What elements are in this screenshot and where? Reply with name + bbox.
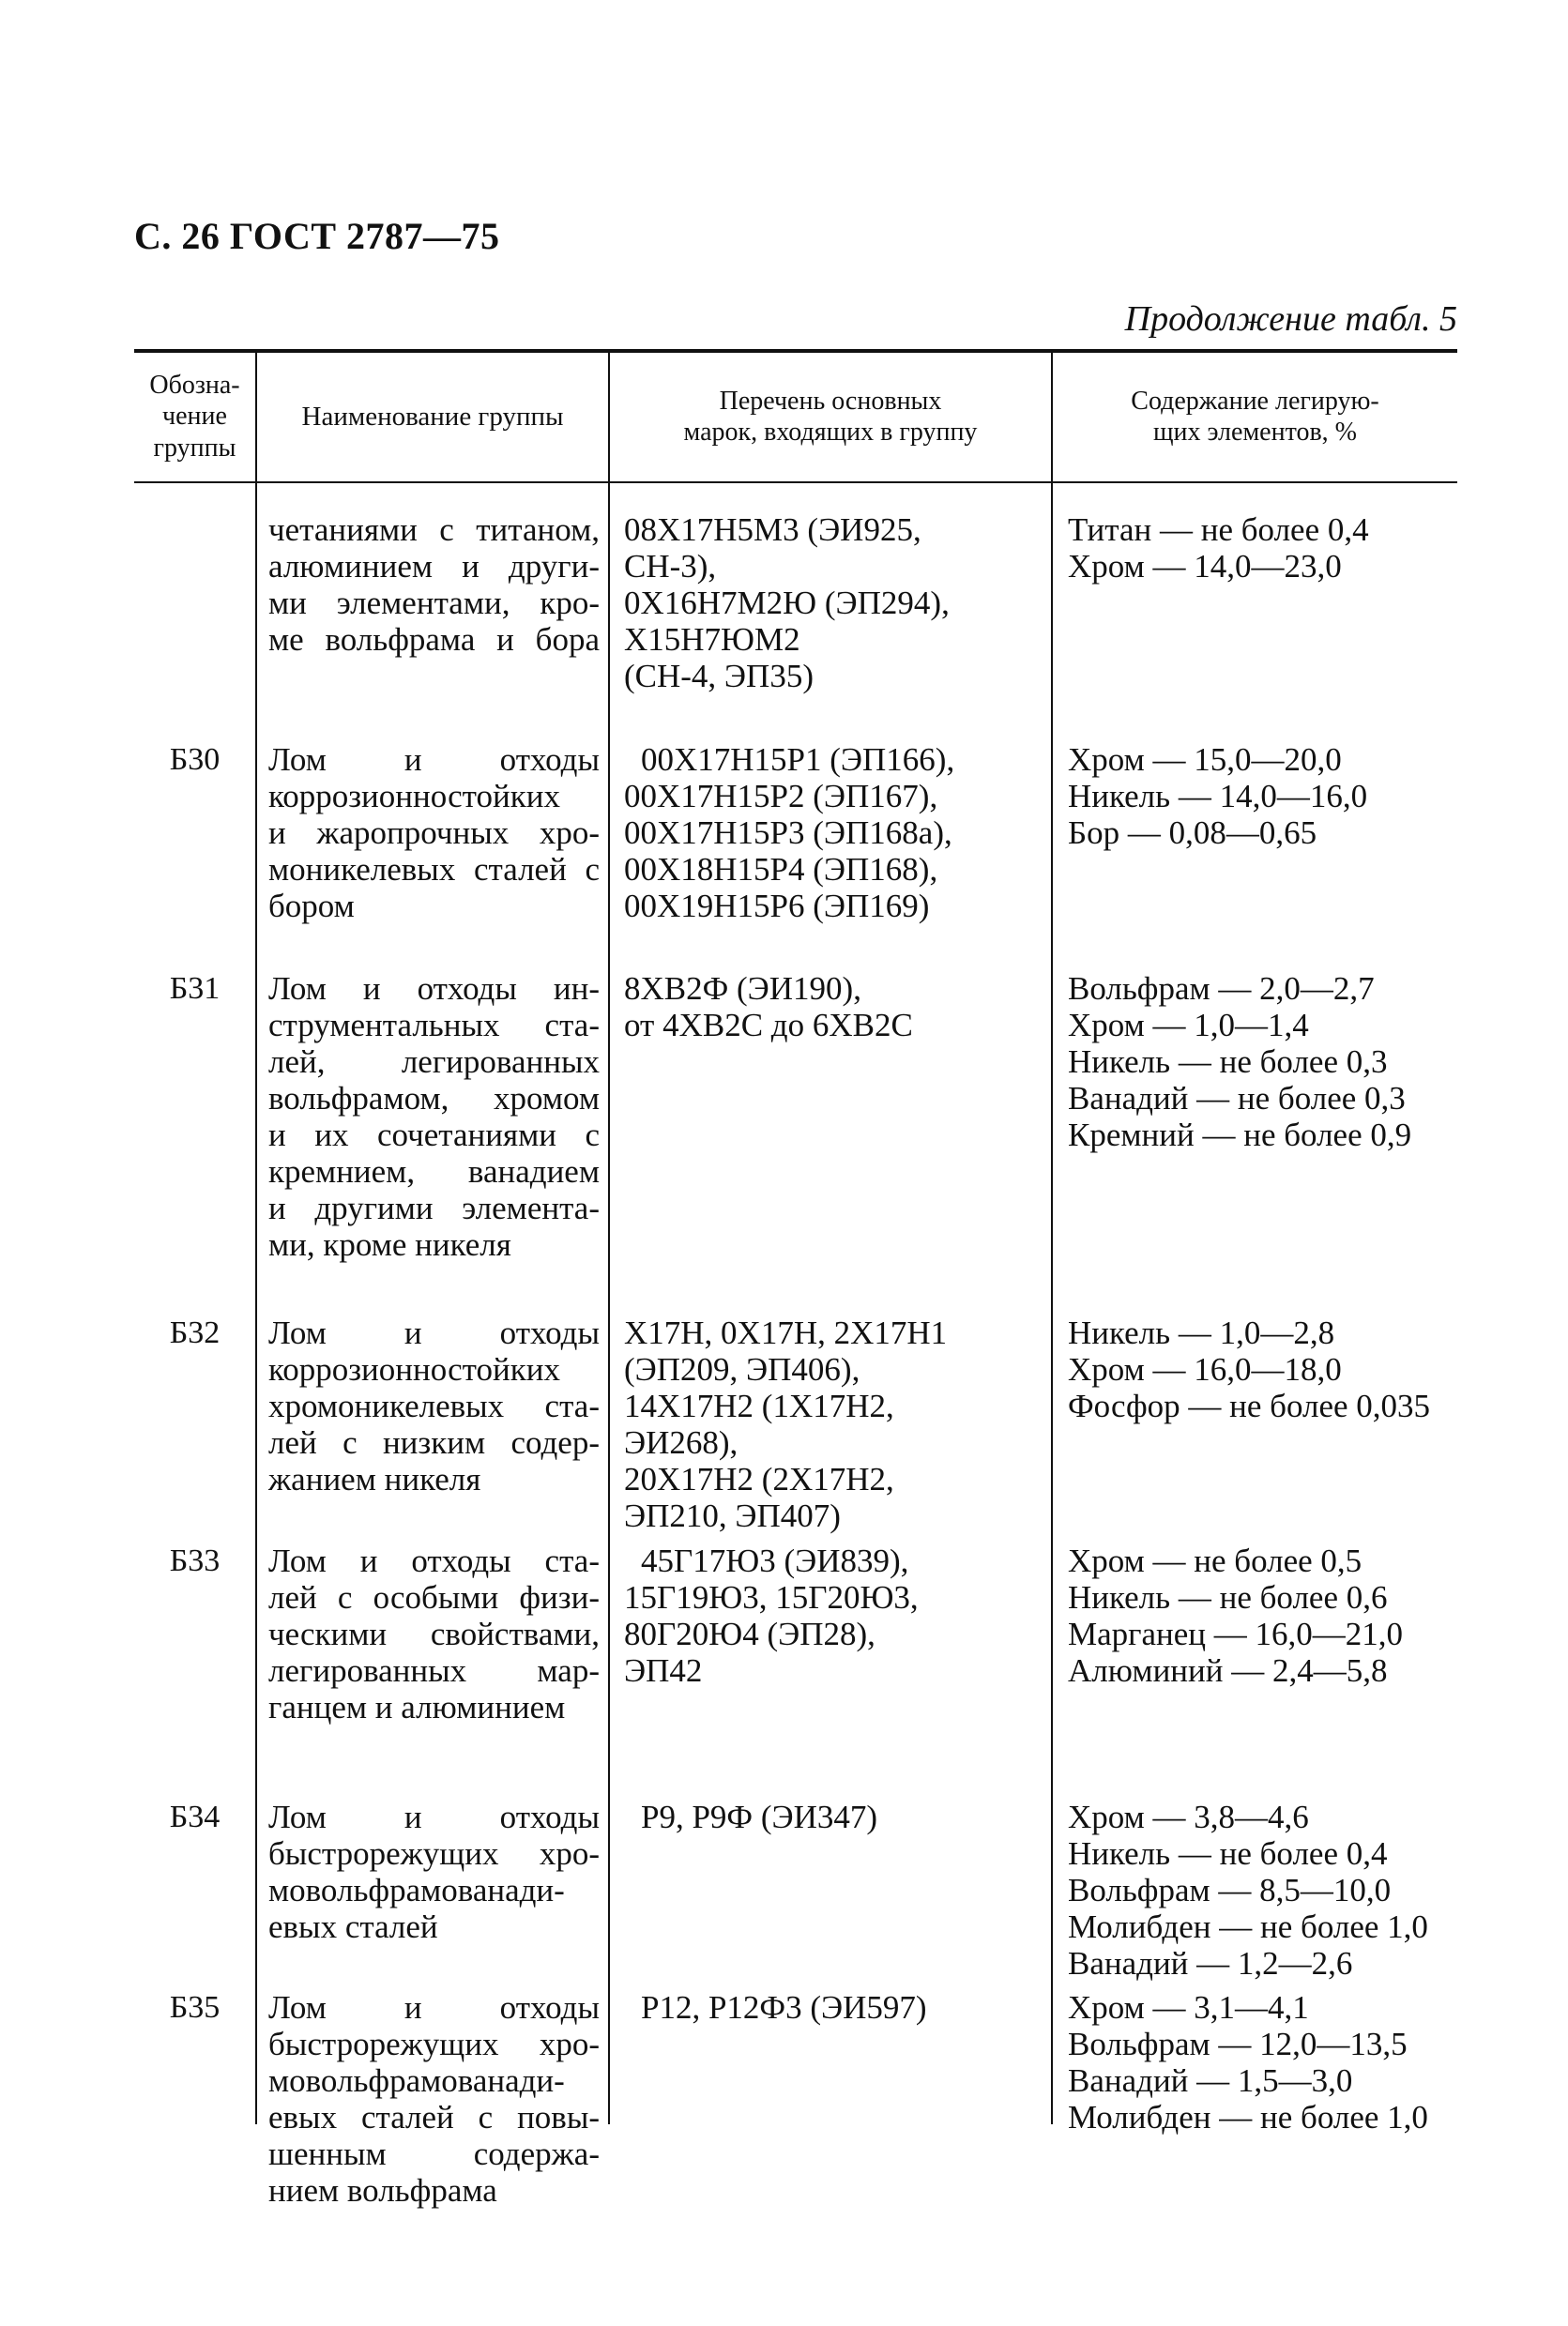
group-name-line: мовольфрамованади- (268, 1872, 565, 1908)
group-name (268, 970, 600, 1263)
group-name-line: коррозионностойких (268, 778, 560, 814)
steel-grades (624, 1989, 1037, 2026)
group-name (268, 511, 600, 658)
steel-grade-line: 45Г17Ю3 (ЭИ839), (641, 1543, 909, 1579)
column-header-name (257, 353, 608, 480)
alloy-content-line: Марганец — 16,0—21,0 (1068, 1616, 1404, 1652)
column-header-code (134, 353, 255, 480)
alloy-content (1068, 1989, 1462, 2136)
steel-grade-line: 80Г20Ю4 (ЭП28), (624, 1616, 875, 1652)
group-code: Б30 (169, 742, 221, 777)
group-name-line: вольфрамом, хромом (268, 1080, 600, 1117)
alloy-content-line: Ванадий — 1,5—3,0 (1068, 2062, 1353, 2099)
steel-grade-line: ЭП210, ЭП407) (624, 1497, 841, 1534)
column-header-grades-text: Перечень основных марок, входящих в группу (683, 386, 978, 447)
steel-grade-line: 0Х16Н7М2Ю (ЭП294), (624, 585, 950, 621)
steel-grade-line: 8ХВ2Ф (ЭИ190), (624, 970, 861, 1007)
group-name-line: бором (268, 888, 355, 924)
group-name-line: лей с низким содер- (268, 1424, 600, 1461)
alloy-content (1068, 1543, 1462, 1689)
alloy-content-line: Молибден — не более 1,0 (1068, 1908, 1428, 1945)
steel-grades (624, 511, 1037, 694)
group-name (268, 1543, 600, 1725)
group-name-line: Лом и отходы ста- (268, 1543, 600, 1579)
group-name-line: евых сталей с повы- (268, 2099, 600, 2136)
alloy-content-line: Вольфрам — 12,0—13,5 (1068, 2026, 1408, 2062)
column-header-code-text: Обозна- чение группы (149, 371, 240, 463)
alloy-content-line: Ванадий — не более 0,3 (1068, 1080, 1406, 1117)
column-divider-2 (608, 351, 610, 2124)
group-name-line: четаниями с титаном, (268, 511, 600, 548)
alloy-content (1068, 741, 1462, 851)
alloy-content-line: Хром — не более 0,5 (1068, 1543, 1362, 1579)
alloy-content-line: Вольфрам — 2,0—2,7 (1068, 970, 1375, 1007)
steel-grade-line: от 4ХВ2С до 6ХВ2С (624, 1007, 913, 1043)
group-name-line: легированных мар- (268, 1652, 600, 1689)
column-divider-1 (255, 351, 257, 2124)
alloy-content-line: Кремний — не более 0,9 (1068, 1117, 1412, 1153)
steel-grade-line: ЭИ268), (624, 1424, 738, 1461)
steel-grade-line: (СН-4, ЭП35) (624, 658, 814, 694)
alloy-content-line: Никель — не более 0,4 (1068, 1835, 1388, 1872)
group-name-line: моникелевых сталей с (268, 851, 600, 888)
alloy-content-line: Молибден — не более 1,0 (1068, 2099, 1428, 2136)
group-name-line: струментальных ста- (268, 1007, 600, 1043)
alloy-content-line: Никель — не более 0,3 (1068, 1043, 1388, 1080)
group-name (268, 1989, 600, 2209)
alloy-content-line: Хром — 14,0—23,0 (1068, 548, 1342, 585)
steel-grade-line: Р12, Р12Ф3 (ЭИ597) (641, 1989, 927, 2026)
steel-grade-line: (ЭП209, ЭП406), (624, 1351, 860, 1388)
steel-grade-line: ЭП42 (624, 1652, 703, 1689)
group-name-line: мовольфрамованади- (268, 2062, 565, 2099)
alloy-content-line: Хром — 3,1—4,1 (1068, 1989, 1309, 2026)
group-name-line: шенным содержа- (268, 2136, 600, 2172)
group-name-line: коррозионностойких (268, 1351, 560, 1388)
group-name-line: евых сталей (268, 1908, 438, 1945)
group-name-line: Лом и отходы (268, 1989, 600, 2026)
group-code: Б35 (169, 1990, 221, 2025)
group-name-line: нием вольфрама (268, 2172, 497, 2209)
group-name-line: и жаропрочных хро- (268, 814, 600, 851)
steel-grade-line: 00Х19Н15Р6 (ЭП169) (624, 888, 930, 924)
steel-grade-line: 15Г19Ю3, 15Г20Ю3, (624, 1579, 919, 1616)
alloy-content-line: Ванадий — 1,2—2,6 (1068, 1945, 1353, 1982)
steel-grade-line: 08Х17Н5М3 (ЭИ925, (624, 511, 921, 548)
steel-grade-line: 20Х17Н2 (2Х17Н2, (624, 1461, 894, 1497)
group-name (268, 741, 600, 924)
alloy-content-line: Хром — 15,0—20,0 (1068, 741, 1342, 778)
group-name-line: быстрорежущих хро- (268, 2026, 600, 2062)
alloy-content (1068, 1799, 1462, 1982)
group-name-line: жанием никеля (268, 1461, 481, 1497)
alloy-content-line: Никель — не более 0,6 (1068, 1579, 1388, 1616)
group-name (268, 1799, 600, 1945)
group-code: Б32 (169, 1315, 221, 1350)
steel-grade-line: СН-3), (624, 548, 717, 585)
group-name-line: Лом и отходы (268, 741, 600, 778)
group-name-line: быстрорежущих хро- (268, 1835, 600, 1872)
alloy-content (1068, 970, 1462, 1153)
steel-grade-line: 00Х17Н15Р3 (ЭП168а), (624, 814, 952, 851)
group-name-line: лей с особыми физи- (268, 1579, 600, 1616)
group-name-line: ми элементами, кро- (268, 585, 600, 621)
group-name (268, 1315, 600, 1497)
alloy-content-line: Хром — 16,0—18,0 (1068, 1351, 1342, 1388)
alloy-content-line: Бор — 0,08—0,65 (1068, 814, 1317, 851)
alloy-content-line: Вольфрам — 8,5—10,0 (1068, 1872, 1392, 1908)
alloy-content-line: Фосфор — не более 0,035 (1068, 1388, 1431, 1424)
steel-grade-line: Р9, Р9Ф (ЭИ347) (641, 1799, 878, 1835)
group-name-line: алюминием и други- (268, 548, 600, 585)
group-name-line: ческими свойствами, (268, 1616, 600, 1652)
alloy-content-line: Хром — 1,0—1,4 (1068, 1007, 1309, 1043)
alloy-content (1068, 1315, 1462, 1424)
steel-grades (624, 741, 1037, 924)
steel-grade-line: Х17Н, 0Х17Н, 2Х17Н1 (624, 1315, 948, 1351)
steel-grade-line: 14Х17Н2 (1Х17Н2, (624, 1388, 894, 1424)
alloy-content-line: Титан — не более 0,4 (1068, 511, 1369, 548)
column-header-content-text: Содержание легирую- щих элементов, % (1131, 386, 1379, 447)
group-name-line: Лом и отходы (268, 1315, 600, 1351)
column-divider-3 (1051, 351, 1053, 2124)
steel-grade-line: 00Х17Н15Р2 (ЭП167), (624, 778, 938, 814)
steel-grade-line: Х15Н7ЮМ2 (624, 621, 800, 658)
group-name-line: ми, кроме никеля (268, 1226, 511, 1263)
group-name-line: Лом и отходы ин- (268, 970, 600, 1007)
group-name-line: и их сочетаниями с (268, 1117, 600, 1153)
steel-grades (624, 1315, 1037, 1534)
steel-grades (624, 1543, 1037, 1689)
group-name-line: ганцем и алюминием (268, 1689, 566, 1725)
table-caption: Продолжение табл. 5 (1124, 299, 1457, 339)
column-header-name-text: Наименование группы (301, 401, 564, 432)
group-name-line: Лом и отходы (268, 1799, 600, 1835)
steel-grade-line: 00Х18Н15Р4 (ЭП168), (624, 851, 938, 888)
alloy-content-line: Хром — 3,8—4,6 (1068, 1799, 1309, 1835)
alloy-content-line: Никель — 14,0—16,0 (1068, 778, 1368, 814)
column-header-content (1053, 353, 1457, 480)
table-header-rule (134, 481, 1457, 483)
alloy-content (1068, 511, 1462, 585)
page-header: С. 26 ГОСТ 2787—75 (134, 215, 500, 257)
group-name-line: и другими элемента- (268, 1190, 600, 1226)
group-name-line: лей, легированных (268, 1043, 600, 1080)
column-header-grades (610, 353, 1051, 480)
group-name-line: ме вольфрама и бора (268, 621, 600, 658)
group-code: Б34 (169, 1800, 221, 1834)
steel-grades (624, 1799, 1037, 1835)
alloy-content-line: Алюминий — 2,4—5,8 (1068, 1652, 1388, 1689)
group-code: Б33 (169, 1543, 221, 1578)
alloy-content-line: Никель — 1,0—2,8 (1068, 1315, 1335, 1351)
steel-grade-line: 00Х17Н15Р1 (ЭП166), (641, 741, 955, 778)
steel-grades (624, 970, 1037, 1043)
group-name-line: кремнием, ванадием (268, 1153, 600, 1190)
group-code: Б31 (169, 971, 221, 1006)
group-name-line: хромоникелевых ста- (268, 1388, 600, 1424)
